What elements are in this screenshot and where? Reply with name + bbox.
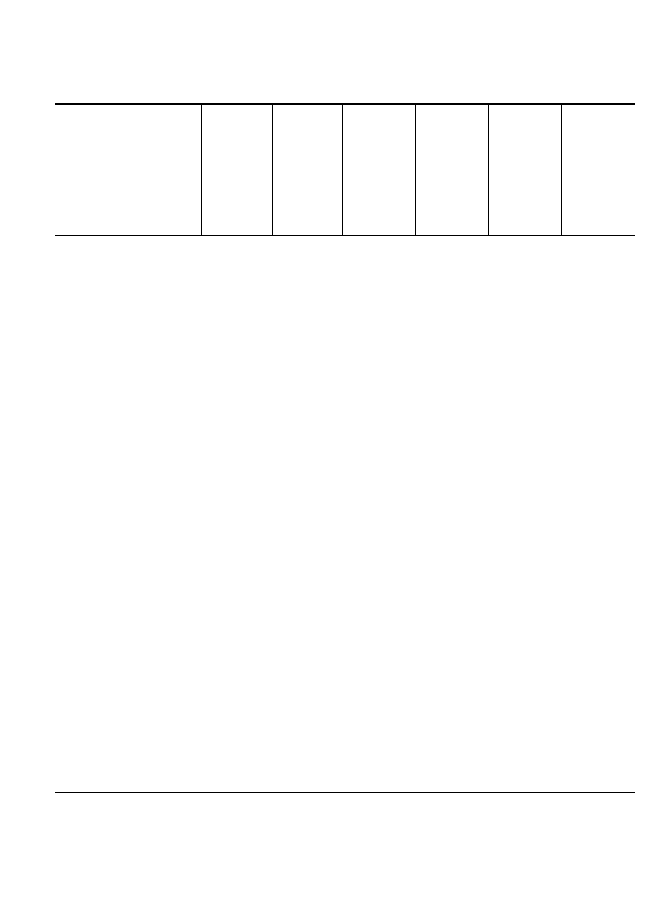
col-divider [272,104,273,235]
col-divider [342,104,343,235]
header-bottom-rule [55,235,635,236]
col-divider [415,104,416,235]
top-rule [55,103,635,105]
table-bottom-rule [55,792,635,793]
col-divider [561,104,562,235]
col-divider [488,104,489,235]
col-divider [201,104,202,235]
